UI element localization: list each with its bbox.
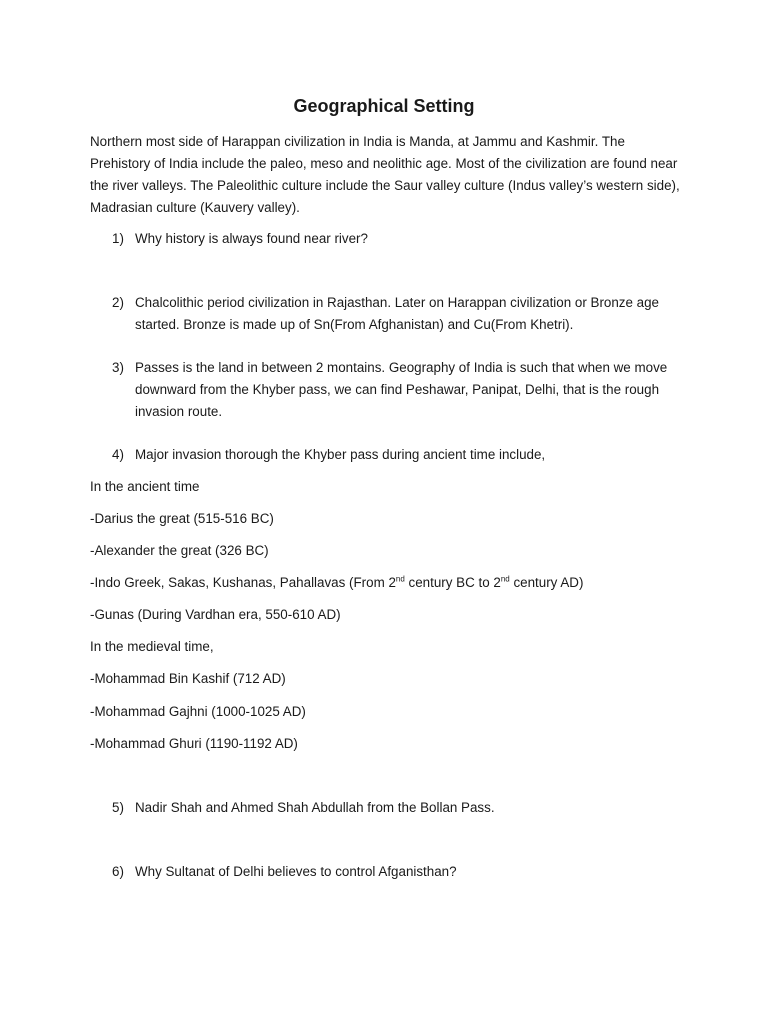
indo-text-c: century AD) — [509, 575, 584, 590]
ancient-indo-greek — [90, 572, 583, 594]
ancient-heading: In the ancient time — [90, 479, 200, 494]
list-text: Passes is the land in between 2 montains. Geography of India is such that when we move downward from the Khyber pass, we can find Peshawar, Panipat, Delhi, that is the rough invasion route. — [135, 360, 668, 419]
list-text: Major invasion thorough the Khyber pass during ancient time include, — [135, 447, 546, 462]
medieval-kashif: -Mohammad Bin Kashif (712 AD) — [90, 671, 286, 686]
list-number: 3) — [112, 360, 124, 375]
list-text: Why history is always found near river? — [135, 231, 368, 246]
superscript-nd: nd — [395, 574, 405, 584]
superscript-nd: nd — [500, 574, 510, 584]
ancient-gunas: -Gunas (During Vardhan era, 550-610 AD) — [90, 607, 341, 622]
intro-paragraph: Northern most side of Harappan civilization in India is Manda, at Jammu and Kashmir. The Prehistory of India include the paleo, meso and neolithic age. Most of the civilization are found near the river valleys. The Paleolithic culture include the Saur valley culture (Indus valley’s western side), Madrasian culture (Kauvery valley). — [90, 134, 680, 215]
list-number: 5) — [112, 800, 124, 815]
list-text: Chalcolithic period civilization in Rajasthan. Later on Harappan civilization or Bronze age started. Bronze is made up of Sn(From Afghanistan) and Cu(From Khetri). — [135, 295, 660, 332]
indo-text-a: -Indo Greek, Sakas, Kushanas, Pahallavas (From 2 — [90, 575, 396, 590]
ancient-darius: -Darius the great (515-516 BC) — [90, 511, 274, 526]
indo-text-b: century BC to 2 — [404, 575, 501, 590]
list-number: 2) — [112, 295, 124, 310]
list-item-4 — [90, 444, 680, 466]
ancient-alexander: -Alexander the great (326 BC) — [90, 543, 269, 558]
medieval-ghuri: -Mohammad Ghuri (1190-1192 AD) — [90, 736, 298, 751]
list-item-5 — [90, 797, 680, 819]
medieval-gajhni: -Mohammad Gajhni (1000-1025 AD) — [90, 704, 306, 719]
list-text: Nadir Shah and Ahmed Shah Abdullah from the Bollan Pass. — [135, 800, 495, 815]
list-item-1 — [90, 228, 680, 250]
list-item-2 — [90, 292, 680, 336]
list-number: 1) — [112, 231, 124, 246]
list-item-3 — [90, 357, 680, 423]
medieval-heading: In the medieval time, — [90, 639, 214, 654]
list-number: 4) — [112, 447, 124, 462]
list-number: 6) — [112, 864, 124, 879]
page-title: Geographical Setting — [293, 96, 475, 116]
list-item-6 — [90, 861, 680, 883]
list-text: Why Sultanat of Delhi believes to control Afganisthan? — [135, 864, 457, 879]
